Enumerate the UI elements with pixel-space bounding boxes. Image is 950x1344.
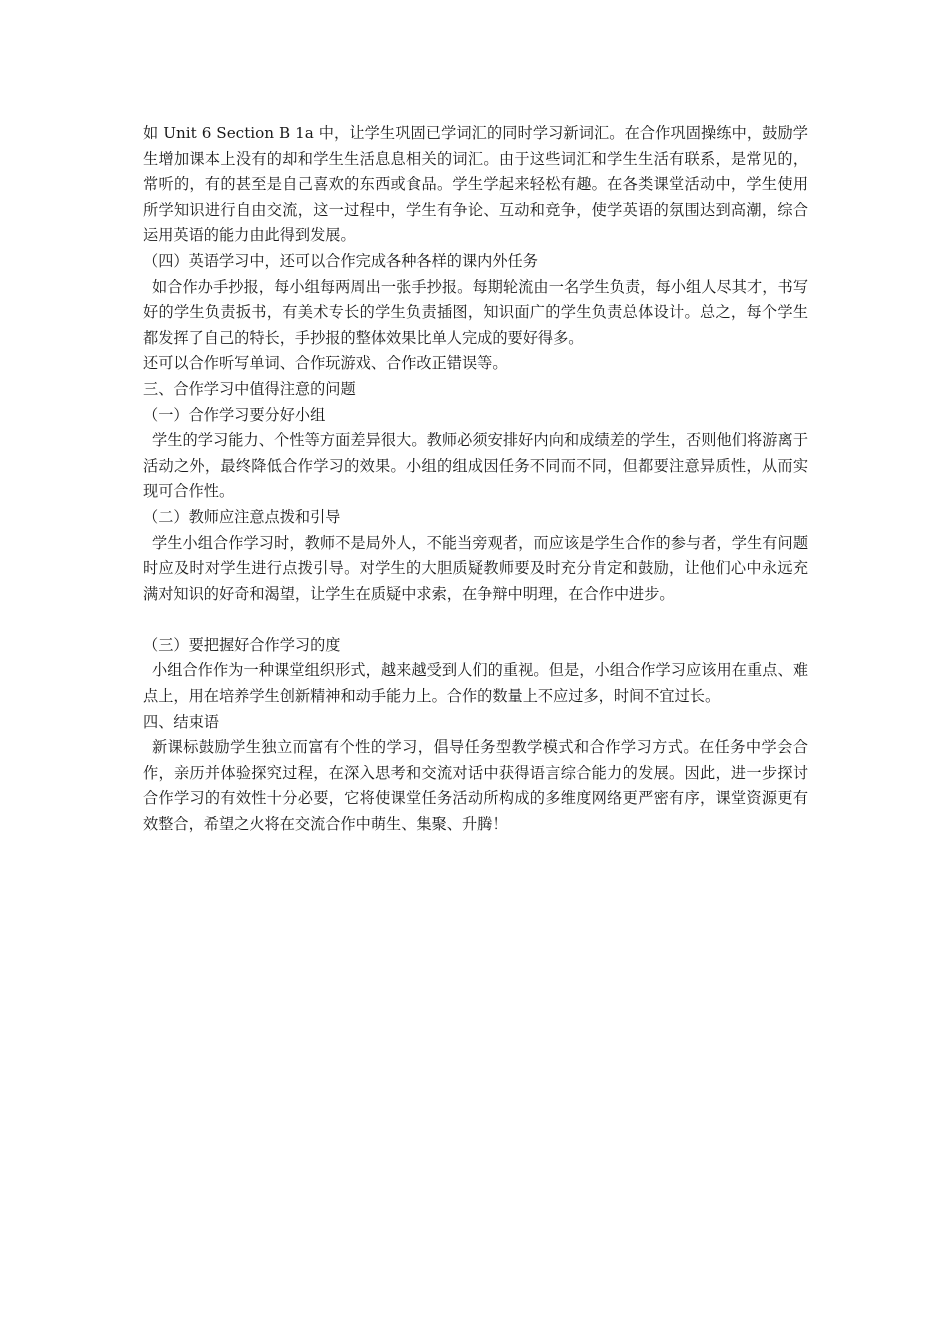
heading-part-3: 三、合作学习中值得注意的问题	[143, 379, 356, 398]
paragraph-teacher-guidance: 学生小组合作学习时，教师不是局外人，不能当旁观者，而应该是学生合作的参与者，学生有问题时应及时对学生进行点拨引导。对学生的大胆质疑教师要及时充分肯定和鼓励，让他们心中永远充满对知识的好奇和渴望，让学生在质疑中求索，在争辩中明理，在合作中进步。	[143, 533, 808, 603]
paragraph-conclusion: 新课标鼓励学生独立而富有个性的学习，倡导任务型教学模式和合作学习方式。在任务中学会合作，亲历并体验探究过程，在深入思考和交流对话中获得语言综合能力的发展。因此，进一步探讨合作学习的有效性十分必要，它将使课堂任务活动所构成的多维度网络更严密有序，课堂资源更有效整合，希望之火将在交流合作中萌生、集聚、升腾！	[143, 738, 808, 834]
heading-section-4: （四）英语学习中，还可以合作完成各种各样的课内外任务	[143, 251, 538, 270]
paragraph-other-cooperation: 还可以合作听写单词、合作玩游戏、合作改正错误等。	[143, 354, 508, 373]
paragraph-unit6-example: 如 Unit 6 Section B 1a 中，让学生巩固已学词汇的同时学习新词汇。在合作巩固操练中，鼓励学生增加课本上没有的却和学生生活息息相关的词汇。由于这些词汇和学生生活有联系，是常见的，常听的，有的甚至是自己喜欢的东西或食品。学生学起来轻松有趣。在各类课堂活动中，学生使用所学知识进行自由交流，这一过程中，学生有争论、互动和竞争，使学英语的氛围达到高潮，综合运用英语的能力由此得到发展。	[143, 124, 808, 245]
paragraph-degree: 小组合作作为一种课堂组织形式，越来越受到人们的重视。但是，小组合作学习应该用在重点、难点上，用在培养学生创新精神和动手能力上。合作的数量上不应过多，时间不宜过长。	[143, 661, 808, 706]
blank-line	[143, 607, 808, 633]
heading-subsection-2: （二）教师应注意点拨和引导	[143, 507, 341, 526]
heading-subsection-1: （一）合作学习要分好小组	[143, 405, 326, 424]
document-body	[143, 121, 808, 838]
paragraph-grouping: 学生的学习能力、个性等方面差异很大。教师必须安排好内向和成绩差的学生，否则他们将游离于活动之外，最终降低合作学习的效果。小组的组成因任务不同而不同，但都要注意异质性，从而实现可合作性。	[143, 431, 808, 501]
paragraph-handwritten-newspaper: 如合作办手抄报，每小组每两周出一张手抄报。每期轮流由一名学生负责，每小组人尽其才，书写好的学生负责扳书，有美术专长的学生负责插图，知识面广的学生负责总体设计。总之，每个学生都发挥了自己的特长，手抄报的整体效果比单人完成的要好得多。	[143, 277, 808, 347]
heading-subsection-3: （三）要把握好合作学习的度	[143, 635, 341, 654]
heading-part-4: 四、结束语	[143, 712, 219, 731]
